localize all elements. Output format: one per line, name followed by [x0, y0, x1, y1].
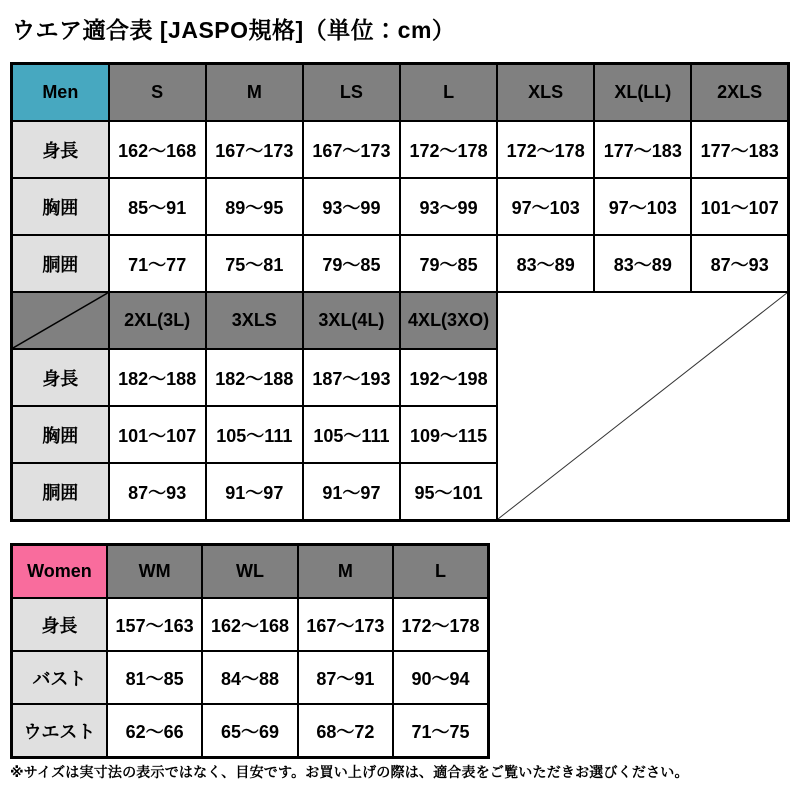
cell-value: 109～115: [400, 406, 497, 463]
women-size-header-wm: WM: [107, 545, 202, 599]
cell-value: 85～91: [109, 178, 206, 235]
cell-value: 91～97: [206, 463, 303, 521]
women-size-header-m: M: [298, 545, 393, 599]
men-height-row: [12, 121, 789, 178]
cell-value: 172～178: [497, 121, 594, 178]
cell-value: 87～93: [691, 235, 788, 292]
cell-value: 79～85: [400, 235, 497, 292]
cell-value: 87～93: [109, 463, 206, 521]
cell-value: 62～66: [107, 704, 202, 758]
row-label-waist: 胴囲: [12, 463, 109, 521]
men-header-row: [12, 64, 789, 122]
men-size-header-xls: XLS: [497, 64, 594, 122]
cell-value: 91～97: [303, 463, 400, 521]
men-size-header-3xls: 3XLS: [206, 292, 303, 349]
cell-value: 182～188: [109, 349, 206, 406]
men-size-header-4xl3xo: 4XL(3XO): [400, 292, 497, 349]
cell-value: 192～198: [400, 349, 497, 406]
cell-value: 97～103: [497, 178, 594, 235]
men-size-header-3xl4l: 3XL(4L): [303, 292, 400, 349]
cell-value: 187～193: [303, 349, 400, 406]
footer-note: ※サイズは実寸法の表示ではなく、目安です。お買い上げの際は、適合表をご覧いただきお選びください。: [10, 764, 689, 780]
cell-value: 172～178: [393, 598, 488, 651]
row-label-height: 身長: [12, 598, 107, 651]
women-size-table: [10, 543, 490, 759]
page-title: ウエア適合表 [JASPO規格]（単位：cm）: [12, 17, 456, 43]
cell-value: 172～178: [400, 121, 497, 178]
row-label-waist: 胴囲: [12, 235, 109, 292]
women-size-header-l: L: [393, 545, 488, 599]
cell-value: 97～103: [594, 178, 691, 235]
cell-value: 75～81: [206, 235, 303, 292]
slash-corner-cell: [12, 292, 109, 349]
cell-value: 101～107: [109, 406, 206, 463]
row-label-chest: 胸囲: [12, 406, 109, 463]
cell-value: 65～69: [202, 704, 297, 758]
women-waist-row: [12, 704, 489, 758]
cell-value: 167～173: [206, 121, 303, 178]
slash-diagonal-icon: [13, 293, 108, 348]
row-label-height: 身長: [12, 121, 109, 178]
cell-value: 68～72: [298, 704, 393, 758]
cell-value: 83～89: [594, 235, 691, 292]
women-header-row: [12, 545, 489, 599]
cell-value: 101～107: [691, 178, 788, 235]
men-size-header-l: L: [400, 64, 497, 122]
men-waist-row: [12, 235, 789, 292]
men-size-header-2xls: 2XLS: [691, 64, 788, 122]
men-header-row-2: [12, 292, 789, 349]
cell-value: 87～91: [298, 651, 393, 704]
empty-diagonal-icon: [498, 293, 787, 519]
cell-value: 93～99: [303, 178, 400, 235]
men-size-header-m: M: [206, 64, 303, 122]
men-size-header-s: S: [109, 64, 206, 122]
men-chest-row: [12, 178, 789, 235]
cell-value: 162～168: [202, 598, 297, 651]
women-corner-cell: Women: [12, 545, 107, 599]
cell-value: 83～89: [497, 235, 594, 292]
cell-value: 167～173: [298, 598, 393, 651]
empty-diagonal-cell: [497, 292, 788, 521]
row-label-height: 身長: [12, 349, 109, 406]
cell-value: 90～94: [393, 651, 488, 704]
cell-value: 162～168: [109, 121, 206, 178]
cell-value: 177～183: [691, 121, 788, 178]
cell-value: 81～85: [107, 651, 202, 704]
men-size-header-xlll: XL(LL): [594, 64, 691, 122]
cell-value: 177～183: [594, 121, 691, 178]
men-size-header-ls: LS: [303, 64, 400, 122]
row-label-chest: 胸囲: [12, 178, 109, 235]
women-height-row: [12, 598, 489, 651]
men-size-table: [10, 62, 790, 522]
cell-value: 71～77: [109, 235, 206, 292]
row-label-waist: ウエスト: [12, 704, 107, 758]
cell-value: 105～111: [303, 406, 400, 463]
cell-value: 79～85: [303, 235, 400, 292]
cell-value: 93～99: [400, 178, 497, 235]
cell-value: 157～163: [107, 598, 202, 651]
women-size-header-wl: WL: [202, 545, 297, 599]
men-size-header-2xl3l: 2XL(3L): [109, 292, 206, 349]
cell-value: 89～95: [206, 178, 303, 235]
men-corner-cell: Men: [12, 64, 109, 122]
cell-value: 71～75: [393, 704, 488, 758]
cell-value: 95～101: [400, 463, 497, 521]
cell-value: 182～188: [206, 349, 303, 406]
women-bust-row: [12, 651, 489, 704]
row-label-bust: バスト: [12, 651, 107, 704]
cell-value: 167～173: [303, 121, 400, 178]
cell-value: 84～88: [202, 651, 297, 704]
cell-value: 105～111: [206, 406, 303, 463]
